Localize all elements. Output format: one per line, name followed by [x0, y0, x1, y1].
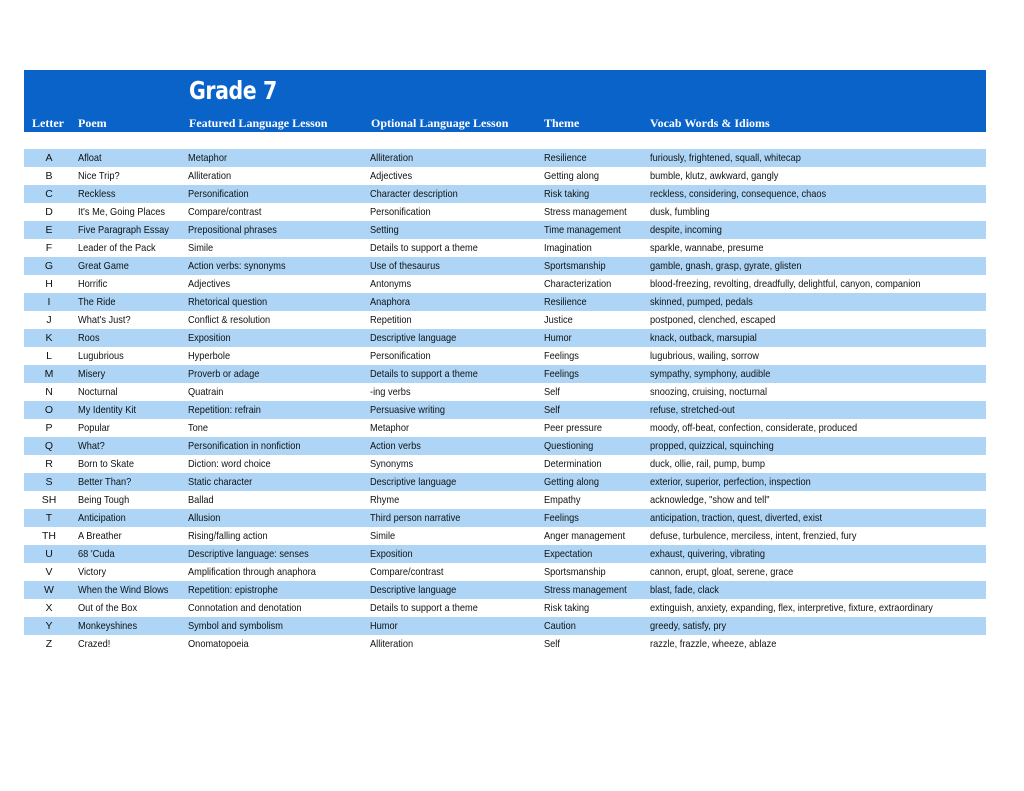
- cell-letter: F: [45, 242, 53, 254]
- cell-letter: SH: [41, 494, 57, 506]
- cell-letter: G: [44, 260, 54, 272]
- cell-vocab: skinned, pumped, pedals: [650, 296, 753, 308]
- cell-poem: Better Than?: [78, 476, 132, 488]
- cell-poem: Lugubrious: [78, 350, 124, 362]
- cell-letter: K: [45, 332, 53, 344]
- cell-poem: 68 'Cuda: [78, 548, 115, 560]
- table-row: [24, 347, 986, 365]
- cell-theme: Expectation: [544, 548, 593, 560]
- cell-optional-lesson: Repetition: [370, 314, 412, 326]
- cell-vocab: gamble, gnash, grasp, gyrate, glisten: [650, 260, 802, 272]
- cell-poem: Monkeyshines: [78, 620, 138, 632]
- cell-letter: D: [45, 206, 53, 218]
- table-row: [24, 437, 986, 455]
- cell-letter: P: [45, 422, 53, 434]
- cell-theme: Justice: [544, 314, 573, 326]
- cell-poem: Misery: [78, 368, 106, 380]
- column-header-letter: Letter: [32, 116, 64, 130]
- cell-letter: H: [45, 278, 53, 290]
- cell-vocab: dusk, fumbling: [650, 206, 710, 218]
- cell-vocab: sparkle, wannabe, presume: [650, 242, 764, 254]
- cell-vocab: blast, fade, clack: [650, 584, 719, 596]
- cell-optional-lesson: Adjectives: [370, 170, 413, 182]
- cell-featured-lesson: Proverb or adage: [188, 368, 260, 380]
- cell-letter: R: [45, 458, 53, 470]
- cell-theme: Feelings: [544, 350, 579, 362]
- cell-theme: Caution: [544, 620, 576, 632]
- cell-letter: Q: [44, 440, 54, 452]
- cell-vocab: blood-freezing, revolting, dreadfully, delightful, canyon, companion: [650, 278, 921, 290]
- cell-theme: Peer pressure: [544, 422, 603, 434]
- cell-poem: A Breather: [78, 530, 122, 542]
- cell-letter: TH: [42, 530, 56, 542]
- table-row: [24, 311, 986, 329]
- cell-optional-lesson: Use of thesaurus: [370, 260, 440, 272]
- cell-featured-lesson: Amplification through anaphora: [188, 566, 316, 578]
- cell-letter: T: [45, 512, 53, 524]
- cell-poem: When the Wind Blows: [78, 584, 169, 596]
- cell-featured-lesson: Metaphor: [188, 152, 228, 164]
- cell-theme: Empathy: [544, 494, 581, 506]
- cell-vocab: propped, quizzical, squinching: [650, 440, 774, 452]
- cell-optional-lesson: Persuasive writing: [370, 404, 445, 416]
- cell-featured-lesson: Static character: [188, 476, 253, 488]
- cell-letter: L: [46, 350, 52, 362]
- cell-poem: Victory: [78, 566, 107, 578]
- cell-optional-lesson: Action verbs: [370, 440, 421, 452]
- table-row: [24, 167, 986, 185]
- table-row: [24, 239, 986, 257]
- cell-optional-lesson: Metaphor: [370, 422, 410, 434]
- cell-letter: B: [45, 170, 53, 182]
- cell-poem: Being Tough: [78, 494, 130, 506]
- cell-poem: Reckless: [78, 188, 116, 200]
- table-row: [24, 509, 986, 527]
- cell-letter: S: [45, 476, 53, 488]
- cell-featured-lesson: Rhetorical question: [188, 296, 268, 308]
- cell-theme: Time management: [544, 224, 621, 236]
- cell-featured-lesson: Personification: [188, 188, 249, 200]
- cell-optional-lesson: Rhyme: [370, 494, 400, 506]
- cell-optional-lesson: Details to support a theme: [370, 602, 478, 614]
- cell-theme: Imagination: [544, 242, 592, 254]
- cell-poem: Crazed!: [78, 638, 111, 650]
- cell-poem: Popular: [78, 422, 110, 434]
- cell-featured-lesson: Symbol and symbolism: [188, 620, 283, 632]
- cell-featured-lesson: Personification in nonfiction: [188, 440, 301, 452]
- cell-poem: Out of the Box: [78, 602, 138, 614]
- cell-poem: Five Paragraph Essay: [78, 224, 169, 236]
- cell-letter: E: [45, 224, 53, 236]
- cell-letter: J: [46, 314, 52, 326]
- column-header-vocab: Vocab Words & Idioms: [650, 116, 770, 130]
- table-row: [24, 203, 986, 221]
- table-row: [24, 419, 986, 437]
- cell-poem: Nocturnal: [78, 386, 118, 398]
- cell-letter: N: [45, 386, 53, 398]
- cell-optional-lesson: Alliteration: [370, 152, 414, 164]
- cell-theme: Feelings: [544, 512, 579, 524]
- cell-theme: Getting along: [544, 476, 599, 488]
- cell-optional-lesson: Details to support a theme: [370, 242, 478, 254]
- cell-featured-lesson: Hyperbole: [188, 350, 231, 362]
- cell-theme: Characterization: [544, 278, 612, 290]
- cell-poem: The Ride: [78, 296, 116, 308]
- cell-featured-lesson: Connotation and denotation: [188, 602, 302, 614]
- cell-vocab: defuse, turbulence, merciless, intent, frenzied, fury: [650, 530, 857, 542]
- cell-theme: Humor: [544, 332, 572, 344]
- table-row: [24, 293, 986, 311]
- page-title: Grade 7: [189, 76, 277, 105]
- cell-vocab: snoozing, cruising, nocturnal: [650, 386, 768, 398]
- cell-poem: Roos: [78, 332, 100, 344]
- cell-optional-lesson: Setting: [370, 224, 399, 236]
- header-spacer: [24, 132, 986, 149]
- cell-featured-lesson: Compare/contrast: [188, 206, 262, 218]
- column-header-optional-lesson: Optional Language Lesson: [371, 116, 509, 130]
- table-row: [24, 221, 986, 239]
- table-row: [24, 329, 986, 347]
- cell-letter: A: [45, 152, 53, 164]
- cell-featured-lesson: Quatrain: [188, 386, 224, 398]
- cell-theme: Stress management: [544, 584, 627, 596]
- table-row: [24, 149, 986, 167]
- cell-theme: Self: [544, 638, 560, 650]
- cell-featured-lesson: Descriptive language: senses: [188, 548, 309, 560]
- cell-optional-lesson: Alliteration: [370, 638, 414, 650]
- cell-vocab: greedy, satisfy, pry: [650, 620, 727, 632]
- cell-vocab: refuse, stretched-out: [650, 404, 735, 416]
- cell-theme: Resilience: [544, 296, 587, 308]
- cell-poem: Afloat: [78, 152, 102, 164]
- cell-featured-lesson: Repetition: epistrophe: [188, 584, 278, 596]
- cell-letter: V: [45, 566, 53, 578]
- cell-featured-lesson: Rising/falling action: [188, 530, 268, 542]
- cell-theme: Getting along: [544, 170, 599, 182]
- cell-theme: Anger management: [544, 530, 626, 542]
- cell-theme: Stress management: [544, 206, 627, 218]
- table-row: [24, 617, 986, 635]
- table-header-band: [24, 70, 986, 132]
- cell-theme: Self: [544, 404, 560, 416]
- cell-vocab: reckless, considering, consequence, chaos: [650, 188, 827, 200]
- cell-vocab: postponed, clenched, escaped: [650, 314, 776, 326]
- cell-optional-lesson: Anaphora: [370, 296, 411, 308]
- cell-letter: M: [44, 368, 54, 380]
- cell-theme: Feelings: [544, 368, 579, 380]
- cell-poem: What's Just?: [78, 314, 131, 326]
- cell-optional-lesson: Descriptive language: [370, 332, 457, 344]
- cell-optional-lesson: Exposition: [370, 548, 413, 560]
- cell-optional-lesson: Compare/contrast: [370, 566, 444, 578]
- table-row: [24, 581, 986, 599]
- cell-featured-lesson: Alliteration: [188, 170, 232, 182]
- table-row: [24, 455, 986, 473]
- table-row: [24, 275, 986, 293]
- cell-letter: X: [45, 602, 53, 614]
- cell-letter: U: [45, 548, 53, 560]
- cell-featured-lesson: Action verbs: synonyms: [188, 260, 286, 272]
- cell-poem: Anticipation: [78, 512, 126, 524]
- cell-vocab: extinguish, anxiety, expanding, flex, interpretive, fixture, extraordinary: [650, 602, 933, 614]
- cell-poem: Horrific: [78, 278, 108, 290]
- table-row: [24, 365, 986, 383]
- cell-vocab: exhaust, quivering, vibrating: [650, 548, 766, 560]
- cell-poem: It's Me, Going Places: [78, 206, 166, 218]
- cell-featured-lesson: Repetition: refrain: [188, 404, 261, 416]
- cell-featured-lesson: Adjectives: [188, 278, 231, 290]
- cell-optional-lesson: Simile: [370, 530, 396, 542]
- cell-letter: Y: [45, 620, 53, 632]
- cell-featured-lesson: Allusion: [188, 512, 221, 524]
- cell-letter: O: [44, 404, 54, 416]
- cell-vocab: despite, incoming: [650, 224, 722, 236]
- column-headers: [24, 116, 986, 132]
- cell-vocab: cannon, erupt, gloat, serene, grace: [650, 566, 794, 578]
- cell-vocab: sympathy, symphony, audible: [650, 368, 771, 380]
- cell-vocab: furiously, frightened, squall, whitecap: [650, 152, 801, 164]
- cell-featured-lesson: Diction: word choice: [188, 458, 271, 470]
- cell-letter: C: [45, 188, 53, 200]
- cell-vocab: exterior, superior, perfection, inspection: [650, 476, 811, 488]
- cell-poem: What?: [78, 440, 105, 452]
- column-header-theme: Theme: [544, 116, 580, 130]
- cell-featured-lesson: Simile: [188, 242, 214, 254]
- cell-vocab: anticipation, traction, quest, diverted, exist: [650, 512, 823, 524]
- cell-vocab: duck, ollie, rail, pump, bump: [650, 458, 766, 470]
- table-row: [24, 599, 986, 617]
- cell-vocab: knack, outback, marsupial: [650, 332, 757, 344]
- cell-optional-lesson: Personification: [370, 206, 431, 218]
- table-row: [24, 473, 986, 491]
- table-row: [24, 491, 986, 509]
- cell-featured-lesson: Onomatopoeia: [188, 638, 249, 650]
- cell-poem: Leader of the Pack: [78, 242, 156, 254]
- cell-featured-lesson: Ballad: [188, 494, 214, 506]
- cell-theme: Risk taking: [544, 602, 590, 614]
- table-body: [24, 149, 986, 653]
- cell-featured-lesson: Tone: [188, 422, 209, 434]
- cell-poem: Great Game: [78, 260, 129, 272]
- cell-theme: Resilience: [544, 152, 587, 164]
- cell-optional-lesson: Details to support a theme: [370, 368, 478, 380]
- table-row: [24, 563, 986, 581]
- cell-optional-lesson: Synonyms: [370, 458, 414, 470]
- cell-vocab: moody, off-beat, confection, considerate, produced: [650, 422, 858, 434]
- cell-theme: Sportsmanship: [544, 260, 606, 272]
- cell-featured-lesson: Conflict & resolution: [188, 314, 271, 326]
- table-row: [24, 635, 986, 653]
- table-row: [24, 185, 986, 203]
- cell-poem: My Identity Kit: [78, 404, 137, 416]
- table-row: [24, 545, 986, 563]
- grade-table: [24, 70, 986, 653]
- cell-optional-lesson: Descriptive language: [370, 476, 457, 488]
- cell-optional-lesson: Humor: [370, 620, 398, 632]
- cell-theme: Determination: [544, 458, 602, 470]
- cell-featured-lesson: Prepositional phrases: [188, 224, 277, 236]
- cell-optional-lesson: Character description: [370, 188, 458, 200]
- cell-theme: Questioning: [544, 440, 594, 452]
- cell-vocab: acknowledge, "show and tell": [650, 494, 770, 506]
- table-row: [24, 257, 986, 275]
- cell-optional-lesson: Third person narrative: [370, 512, 461, 524]
- table-row: [24, 383, 986, 401]
- cell-optional-lesson: Descriptive language: [370, 584, 457, 596]
- cell-vocab: razzle, frazzle, wheeze, ablaze: [650, 638, 777, 650]
- cell-vocab: bumble, klutz, awkward, gangly: [650, 170, 779, 182]
- table-row: [24, 527, 986, 545]
- cell-theme: Risk taking: [544, 188, 590, 200]
- table-row: [24, 401, 986, 419]
- cell-poem: Born to Skate: [78, 458, 134, 470]
- cell-vocab: lugubrious, wailing, sorrow: [650, 350, 759, 362]
- cell-letter: Z: [45, 638, 53, 650]
- cell-poem: Nice Trip?: [78, 170, 120, 182]
- cell-theme: Self: [544, 386, 560, 398]
- cell-optional-lesson: -ing verbs: [370, 386, 411, 398]
- cell-letter: I: [47, 296, 51, 308]
- column-header-poem: Poem: [78, 116, 107, 130]
- cell-optional-lesson: Personification: [370, 350, 431, 362]
- cell-theme: Sportsmanship: [544, 566, 606, 578]
- cell-letter: W: [44, 584, 54, 596]
- column-header-featured-lesson: Featured Language Lesson: [189, 116, 328, 130]
- cell-optional-lesson: Antonyms: [370, 278, 412, 290]
- cell-featured-lesson: Exposition: [188, 332, 231, 344]
